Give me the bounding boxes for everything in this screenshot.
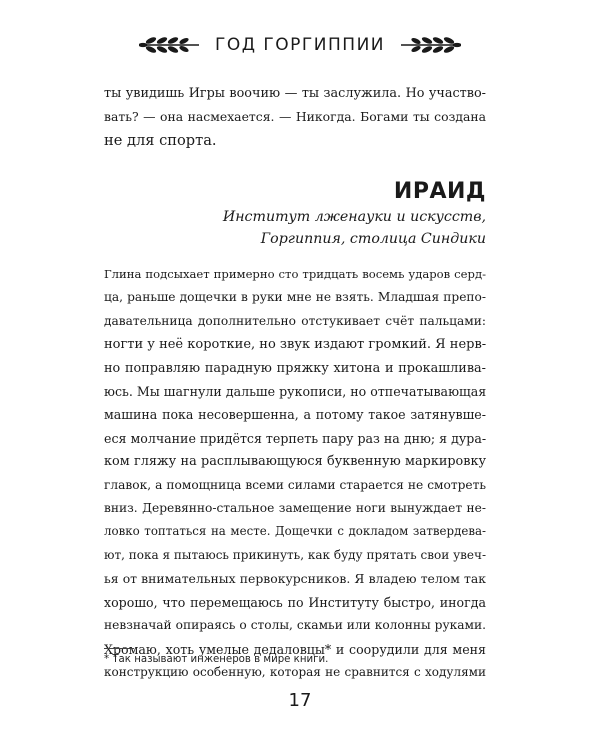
opening-paragraph	[104, 82, 486, 152]
text-line: юсь. Мы шагнули дальше рукописи, но отпечатывающая	[104, 384, 487, 400]
text-line: ют, пока я пытаюсь прикинуть, как буду прятать свои увеч-	[104, 547, 486, 562]
chapter-heading	[104, 178, 486, 250]
main-paragraph	[104, 263, 486, 684]
page-number: 17	[288, 690, 312, 711]
text-line: машина пока несовершенна, а потому такое затянувше-	[104, 407, 486, 423]
text-line: но поправляю парадную пряжку хитона и прокашлива-	[104, 360, 486, 376]
text-line: Хромаю, хоть умелые дедаловцы* и соорудили для меня	[104, 641, 486, 657]
text-line: ты увидишь Игры воочию — ты заслужила. Но участво-	[104, 86, 486, 101]
text-line: ца, раньше дощечки в руки мне не взять. Младшая препо-	[104, 290, 486, 305]
text-line: конструкцию особенную, которая не сравнится с ходулями	[104, 664, 486, 679]
text-line: главок, а помощница всеми силами старается не смотреть	[104, 477, 486, 492]
laurel-right-icon	[399, 34, 461, 56]
text-line: вниз. Деревянно-стальное замещение ноги вынуждает не-	[104, 501, 486, 516]
running-title: ГОД ГОРГИППИИ	[214, 35, 386, 55]
running-header	[0, 30, 600, 60]
chapter-location-line-2: Горгиппия, столица Синдики	[260, 231, 486, 247]
text-line: не для спорта.	[104, 131, 217, 149]
text-line: невзначай опираясь о столы, скамьи или колонны руками.	[104, 618, 486, 633]
chapter-title: ИРАИД	[393, 179, 486, 204]
text-line: ловко топтаться на месте. Дощечки с докладом затвердева-	[104, 524, 486, 539]
text-line: вать? — она насмехается. — Никогда. Богами ты создана	[104, 109, 486, 125]
text-line: ья от внимательных первокурсников. Я владею телом так	[104, 571, 486, 587]
text-line: хорошо, что перемещаюсь по Институту быстро, иногда	[104, 594, 486, 610]
laurel-left-icon	[139, 34, 201, 56]
text-line: ногти у неё короткие, но звук издают громкий. Я нерв-	[104, 337, 487, 353]
text-line: ком гляжу на расплывающуюся буквенную маркировку	[104, 454, 486, 470]
footnote-divider	[104, 648, 134, 649]
text-line: давательница дополнительно отстукивает счёт пальцами:	[104, 313, 486, 328]
text-line: Глина подсыхает примерно сто тридцать восемь ударов серд-	[104, 267, 486, 281]
chapter-location-line-1: Институт лженауки и искусств,	[222, 209, 486, 225]
footnote: * Так называют инженеров в мире книги.	[104, 654, 329, 665]
text-line: еся молчание придётся терпеть пару раз на дню; я дура-	[104, 430, 487, 446]
